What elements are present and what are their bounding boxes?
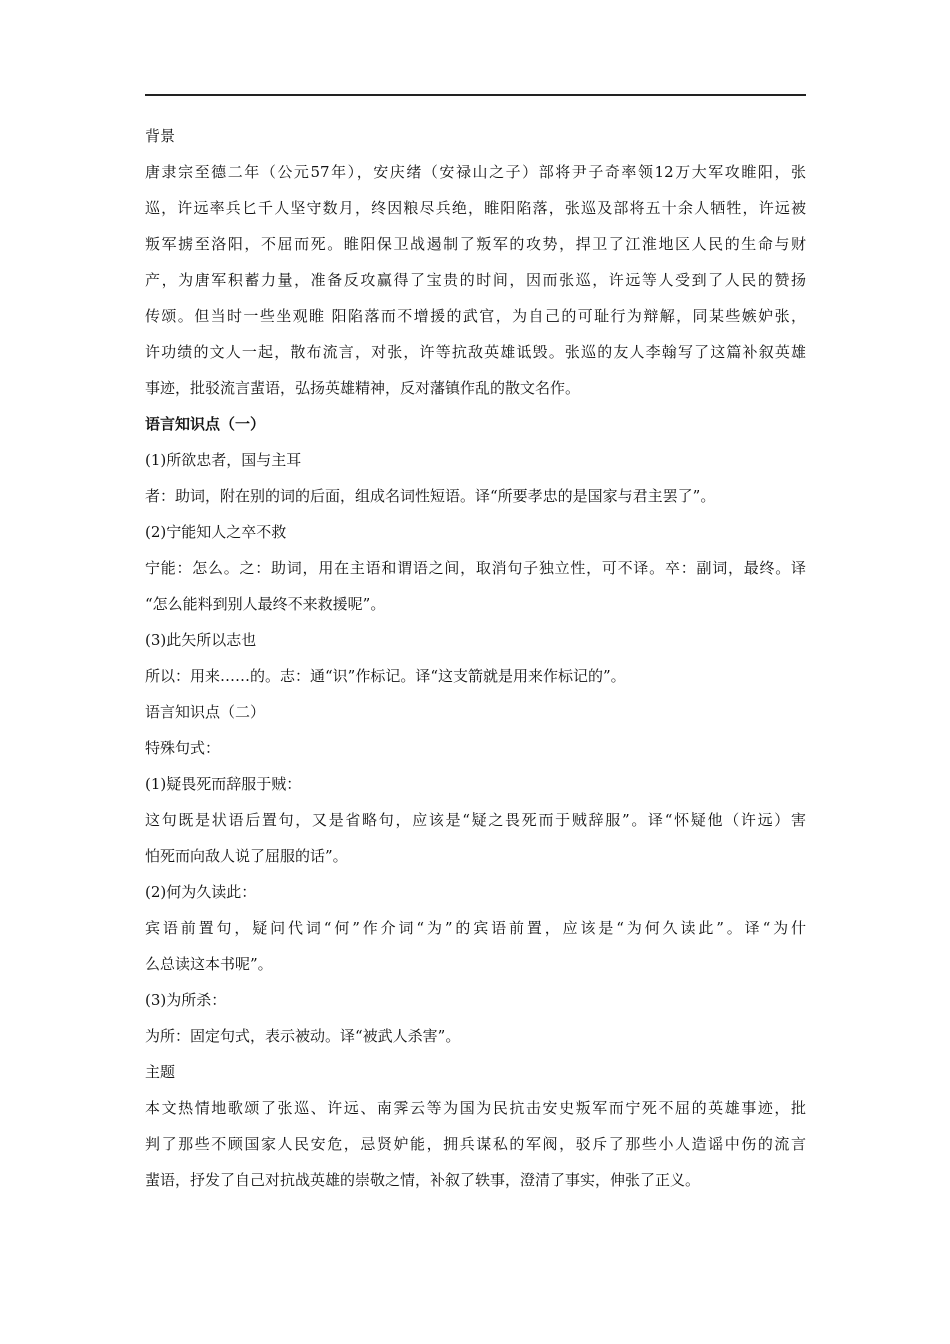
paragraph	[145, 658, 806, 694]
header-rule	[145, 94, 806, 96]
section-heading	[145, 694, 806, 730]
text-line: 传颂。但当时一些坐观睢 阳陷落而不增援的武官，为自己的可耻行为辩解，同某些嫉妒张，	[145, 307, 806, 325]
paragraph	[145, 1018, 806, 1054]
paragraph	[145, 802, 806, 874]
text-line: 特殊句式：	[145, 739, 221, 757]
text-line: 背景	[145, 127, 176, 145]
text-line: (2)宁能知人之卒不救	[145, 523, 287, 541]
document-body	[145, 118, 806, 1198]
text-line: 事迹，批驳流言蜚语，弘扬英雄精神，反对藩镇作乱的散文名作。	[145, 379, 581, 397]
text-line: 蜚语，抒发了自己对抗战英雄的崇敬之情，补叙了轶事，澄清了事实，伸张了正义。	[145, 1171, 701, 1189]
text-line: 语言知识点（二）	[145, 703, 266, 721]
text-line: 判了那些不顾国家人民安危，忌贤妒能，拥兵谋私的军阀，驳斥了那些小人造谣中伤的流言	[145, 1135, 806, 1153]
text-line: 宾语前置句，疑问代词“何”作介词“为”的宾语前置，应该是“为何久读此”。译“为什	[145, 919, 806, 937]
text-line: 怕死而向敌人说了屈服的话”。	[145, 847, 348, 865]
text-line: 这句既是状语后置句，又是省略句，应该是“疑之畏死而于贼辞服”。译“怀疑他（许远）害	[145, 811, 806, 829]
text-line: 为所：固定句式，表示被动。译“被武人杀害”。	[145, 1027, 461, 1045]
text-line: 叛军掳至洛阳，不屈而死。睢阳保卫战遏制了叛军的攻势，捍卫了江淮地区人民的生命与财	[145, 235, 806, 253]
text-line: 么总读这本书呢”。	[145, 955, 273, 973]
text-line: 所以：用来……的。志：通“识”作标记。译“这支箭就是用来作标记的”。	[145, 667, 626, 685]
paragraph	[145, 154, 806, 406]
paragraph	[145, 550, 806, 622]
text-line: “怎么能料到别人最终不来救援呢”。	[145, 595, 386, 613]
section-heading-bold	[145, 406, 806, 442]
paragraph	[145, 1090, 806, 1198]
paragraph	[145, 982, 806, 1018]
text-line: 产，为唐军积蓄力量，准备反攻赢得了宝贵的时间，因而张巡，许远等人受到了人民的赞扬	[145, 271, 806, 289]
paragraph	[145, 442, 806, 478]
text-line: 语言知识点（一）	[145, 415, 266, 433]
paragraph	[145, 478, 806, 514]
paragraph	[145, 514, 806, 550]
text-line: (1)所欲忠者，国与主耳	[145, 451, 302, 469]
text-line: 宁能：怎么。之：助词，用在主语和谓语之间，取消句子独立性，可不译。卒：副词，最终。译	[145, 559, 806, 577]
text-line: 本文热情地歌颂了张巡、许远、南霁云等为国为民抗击安史叛军而宁死不屈的英雄事迹，批	[145, 1099, 806, 1117]
text-line: (2)何为久读此：	[145, 883, 257, 901]
paragraph	[145, 874, 806, 910]
text-line: (3)此矢所以志也	[145, 631, 257, 649]
paragraph	[145, 622, 806, 658]
text-line: 者：助词，附在别的词的后面，组成名词性短语。译“所要孝忠的是国家与君主罢了”。	[145, 487, 716, 505]
section-heading	[145, 730, 806, 766]
paragraph	[145, 766, 806, 802]
text-line: 唐隶宗至德二年（公元57年），安庆绪（安禄山之子）部将尹子奇率领12万大军攻睢阳，张	[145, 163, 806, 181]
text-line: 巡，许远率兵匕千人坚守数月，终因粮尽兵绝，睢阳陷落，张巡及部将五十余人牺牲，许远被	[145, 199, 806, 217]
section-heading	[145, 1054, 806, 1090]
section-heading	[145, 118, 806, 154]
paragraph	[145, 910, 806, 982]
text-line: (1)疑畏死而辞服于贼：	[145, 775, 302, 793]
text-line: 主题	[145, 1063, 176, 1081]
text-line: (3)为所杀：	[145, 991, 227, 1009]
text-line: 许功绩的文人一起，散布流言，对张，许等抗敌英雄诋毁。张巡的友人李翰写了这篇补叙英雄	[145, 343, 806, 361]
